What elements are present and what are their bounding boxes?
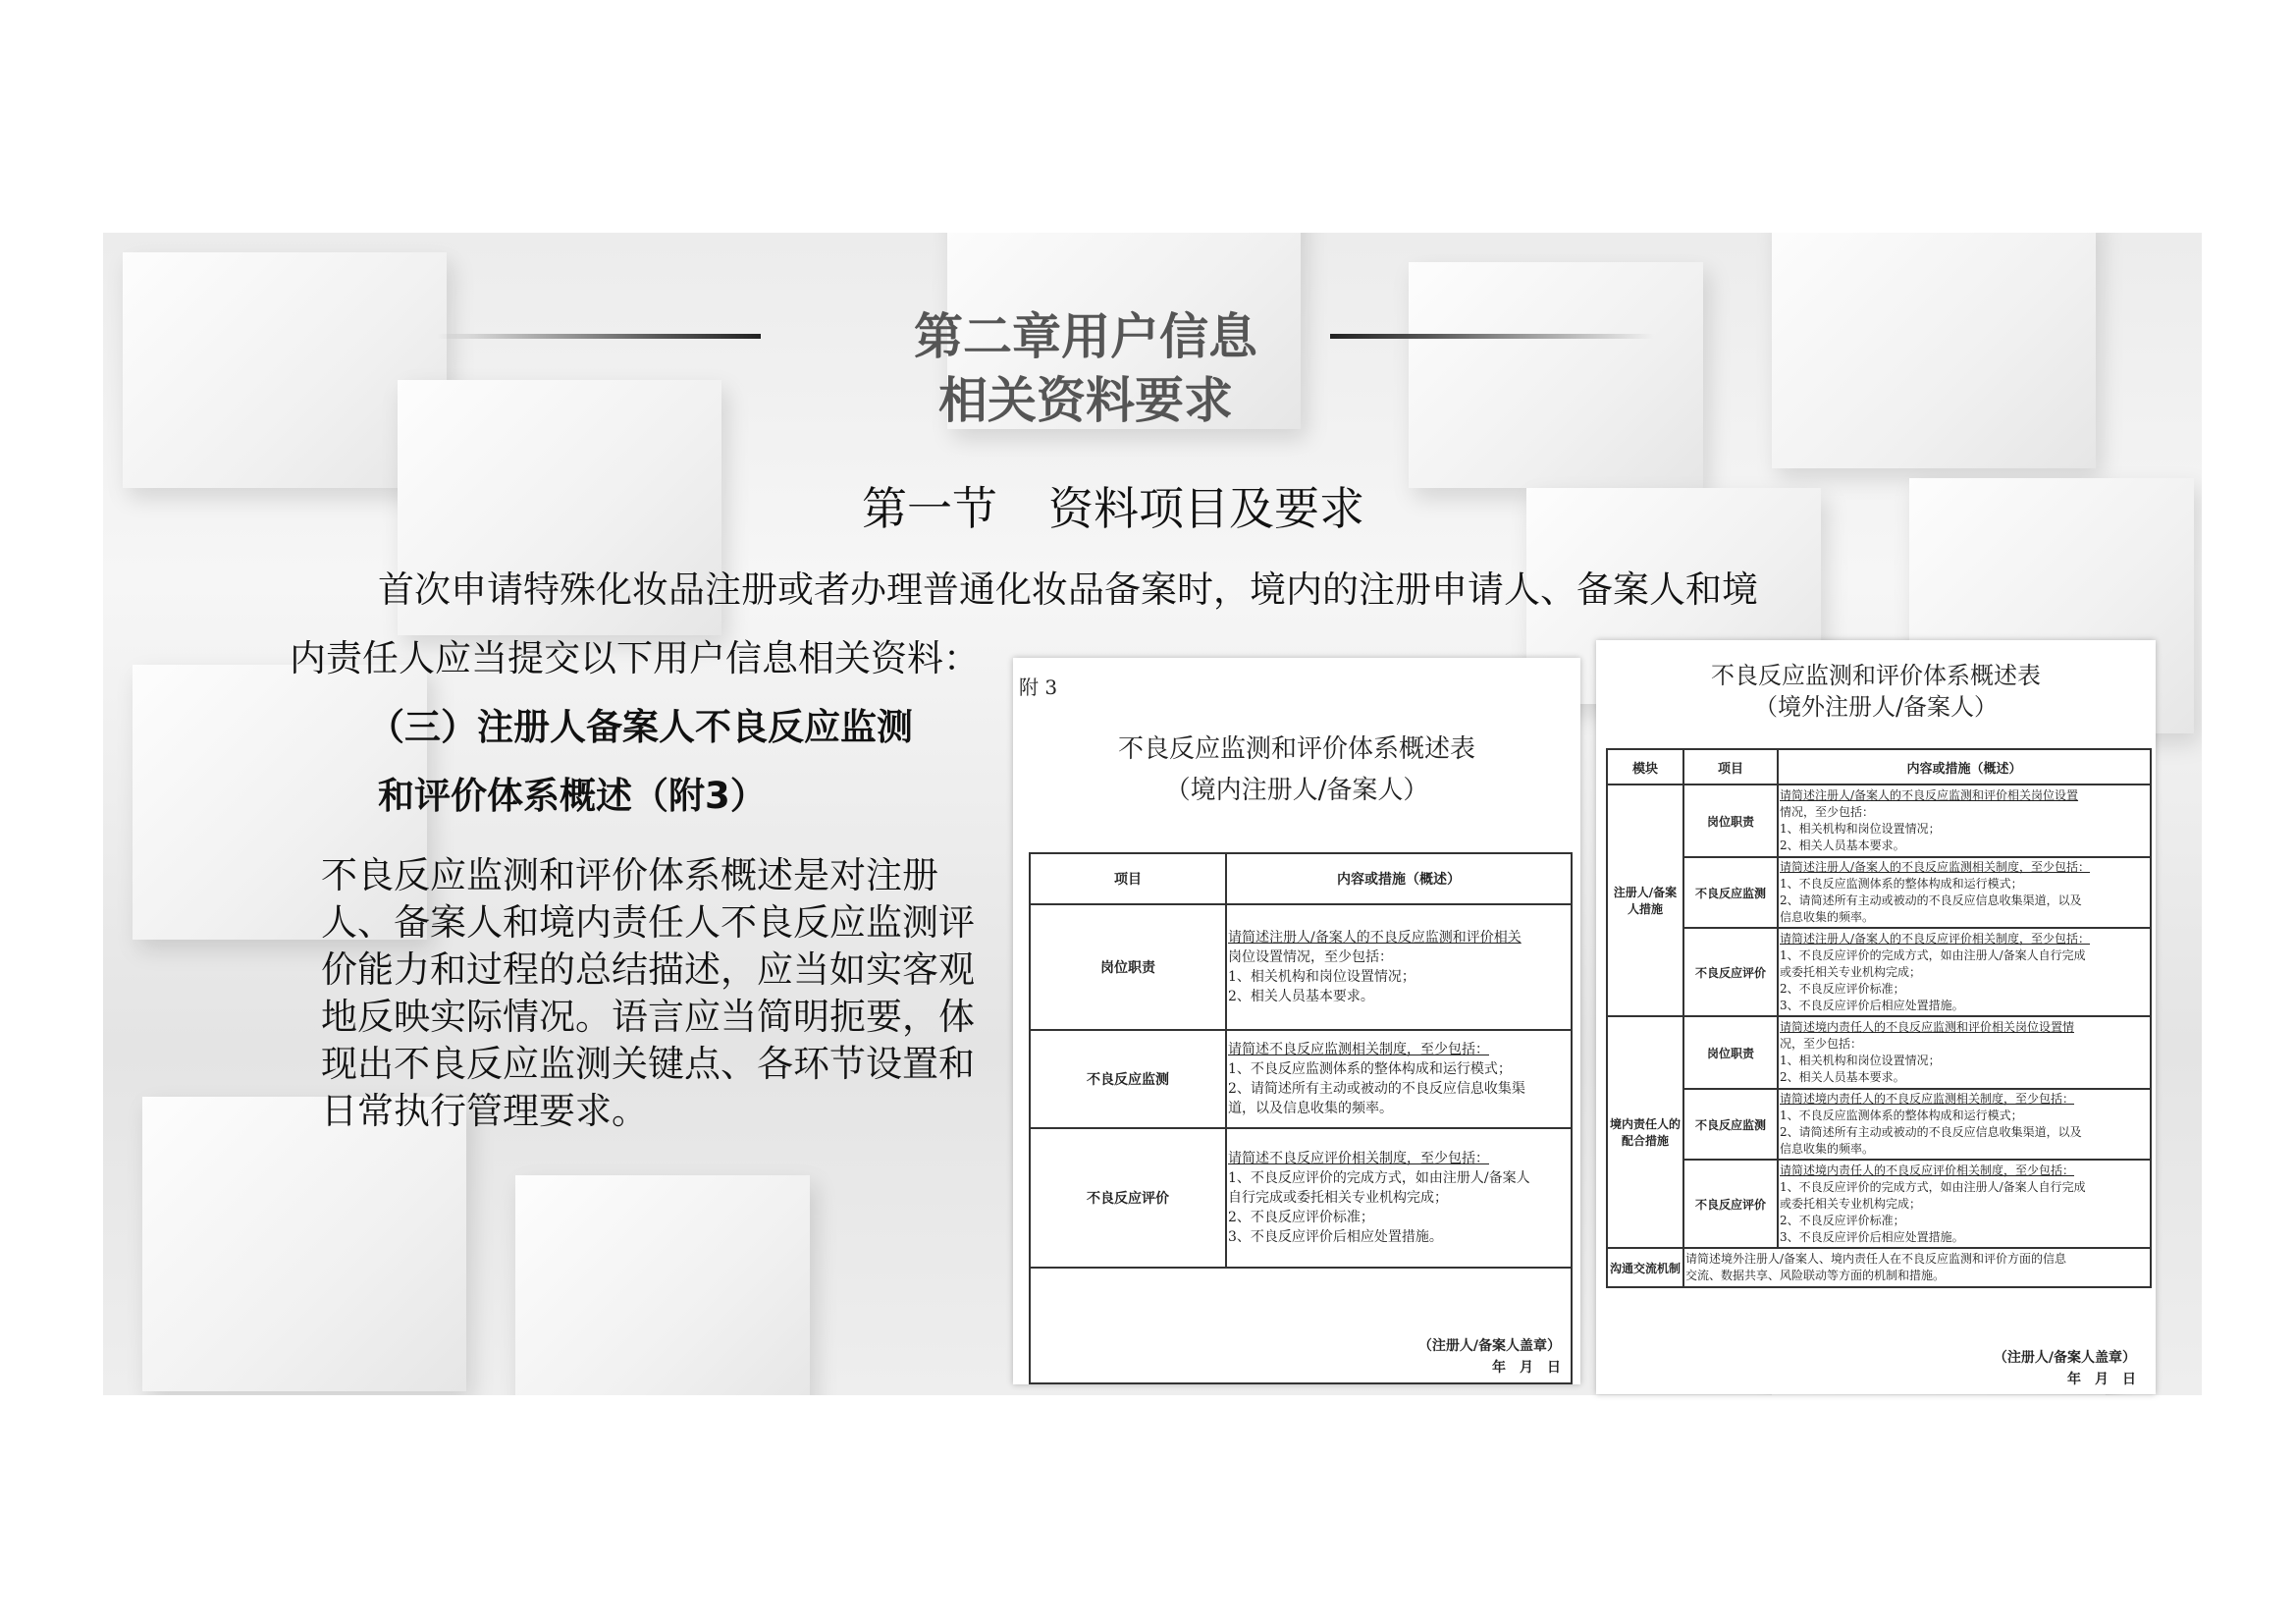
section-number: 第一节 — [862, 482, 997, 535]
doc1-subtitle: （境内注册人/备案人） — [1164, 776, 1429, 805]
doc2-row-content: 请简述境外注册人/备案人、境内责任人在不良反应监测和评价方面的信息 交流、数据共享、风险联动等方面的机制和措施。 — [1683, 1248, 2151, 1287]
body-paragraph: 不良反应监测和评价体系概述是对注册人、备案人和境内责任人不良反应监测评价能力和过程的总结描述，应当如实客观地反映实际情况。语言应当简明扼要，体现出不良反应监测关键点、各环节设置和日常执行管理要求。 — [321, 854, 975, 1132]
doc2-row-content: 请简述注册人/备案人的不良反应监测和评价相关岗位设置 情况，至少包括： 1、相关机构和岗位设置情况； 2、相关人员基本要求。 — [1778, 784, 2151, 857]
doc1-col-item: 项目 — [1030, 853, 1226, 904]
intro-line2: 内责任人应当提交以下用户信息相关资料： — [290, 637, 980, 679]
doc2-group-label: 注册人/备案人措施 — [1607, 784, 1683, 1016]
decor-block — [515, 1175, 810, 1395]
doc2-date-label: 年 月 日 — [2067, 1372, 2136, 1387]
doc1-row-item: 不良反应监测 — [1030, 1030, 1226, 1128]
doc2-row-item: 不良反应监测 — [1683, 857, 1778, 928]
subheading-line2: 和评价体系概述（附3） — [378, 775, 767, 817]
chapter-title-line1: 第二章用户信息 — [914, 308, 1257, 365]
doc2-row-content: 请简述注册人/备案人的不良反应监测相关制度，至少包括： 1、不良反应监测体系的整体构成和运行模式； 2、请简述所有主动或被动的不良反应信息收集渠道，以及 信息收集的频率。 — [1778, 857, 2151, 928]
doc1-sign-label: （注册人/备案人盖章） — [1417, 1338, 1561, 1354]
attachment-document-overseas — [1596, 640, 2156, 1394]
doc2-group-label: 沟通交流机制 — [1607, 1248, 1683, 1287]
subheading-line1: （三）注册人备案人不良反应监测 — [368, 706, 913, 748]
section-title — [103, 473, 2163, 538]
doc1-date-label: 年 月 日 — [1492, 1360, 1561, 1376]
doc2-col-item: 项目 — [1683, 749, 1778, 784]
doc2-subtitle: （境外注册人/备案人） — [1753, 693, 1999, 721]
doc2-sign-block — [1994, 1347, 2136, 1390]
doc1-row-item: 岗位职责 — [1030, 904, 1226, 1030]
doc2-row-item: 不良反应评价 — [1683, 928, 1778, 1016]
doc1-table — [1029, 852, 1573, 1384]
doc1-title: 不良反应监测和评价体系概述表 — [1117, 734, 1475, 764]
chapter-title-line2: 相关资料要求 — [938, 372, 1233, 429]
doc2-col-module: 模块 — [1607, 749, 1683, 784]
doc2-row-item: 岗位职责 — [1683, 784, 1778, 857]
doc1-row-content: 请简述注册人/备案人的不良反应监测和评价相关 岗位设置情况，至少包括： 1、相关机构和岗位设置情况； 2、相关人员基本要求。 — [1226, 904, 1572, 1030]
doc2-row-item: 不良反应监测 — [1683, 1089, 1778, 1160]
doc2-row-content: 请简述境内责任人的不良反应评价相关制度，至少包括： 1、不良反应评价的完成方式，如由注册人/备案人自行完成 或委托相关专业机构完成； 2、不良反应评价标准； 3、不良反应评价后相应处置措施。 — [1778, 1160, 2151, 1248]
doc2-group-label: 境内责任人的配合措施 — [1607, 1016, 1683, 1248]
doc1-row-content: 请简述不良反应监测相关制度，至少包括： 1、不良反应监测体系的整体构成和运行模式； 2、请简述所有主动或被动的不良反应信息收集渠 道，以及信息收集的频率。 — [1226, 1030, 1572, 1128]
doc2-row-item: 不良反应评价 — [1683, 1160, 1778, 1248]
section-name: 资料项目及要求 — [1048, 482, 1364, 535]
doc1-row-item: 不良反应评价 — [1030, 1128, 1226, 1268]
doc2-row-content: 请简述境内责任人的不良反应监测和评价相关岗位设置情 况，至少包括： 1、相关机构和岗位设置情况； 2、相关人员基本要求。 — [1778, 1016, 2151, 1089]
doc2-col-content: 内容或措施（概述） — [1778, 749, 2151, 784]
attachment-document-domestic — [1013, 658, 1580, 1384]
decor-block — [142, 1097, 466, 1391]
doc2-sign-label: （注册人/备案人盖章） — [1993, 1350, 2136, 1366]
doc2-row-content: 请简述境内责任人的不良反应监测相关制度，至少包括： 1、不良反应监测体系的整体构成和运行模式； 2、请简述所有主动或被动的不良反应信息收集渠道，以及 信息收集的频率。 — [1778, 1089, 2151, 1160]
doc2-row-item: 岗位职责 — [1683, 1016, 1778, 1089]
doc2-row-content: 请简述注册人/备案人的不良反应评价相关制度，至少包括： 1、不良反应评价的完成方式，如由注册人/备案人自行完成 或委托相关专业机构完成； 2、不良反应评价标准； 3、不良反应评价后相应处置措施。 — [1778, 928, 2151, 1016]
doc2-title: 不良反应监测和评价体系概述表 — [1711, 662, 2041, 689]
doc2-table — [1606, 748, 2152, 1288]
doc1-col-content: 内容或措施（概述） — [1226, 853, 1572, 904]
attachment-label: 附 3 — [1019, 676, 1058, 699]
intro-line1: 首次申请特殊化妆品注册或者办理普通化妆品备案时，境内的注册申请人、备案人和境 — [378, 568, 1758, 611]
doc1-row-content: 请简述不良反应评价相关制度，至少包括： 1、不良反应评价的完成方式，如由注册人/备案人 自行完成或委托相关专业机构完成； 2、不良反应评价标准； 3、不良反应评价后相应处置措施。 — [1226, 1128, 1572, 1268]
